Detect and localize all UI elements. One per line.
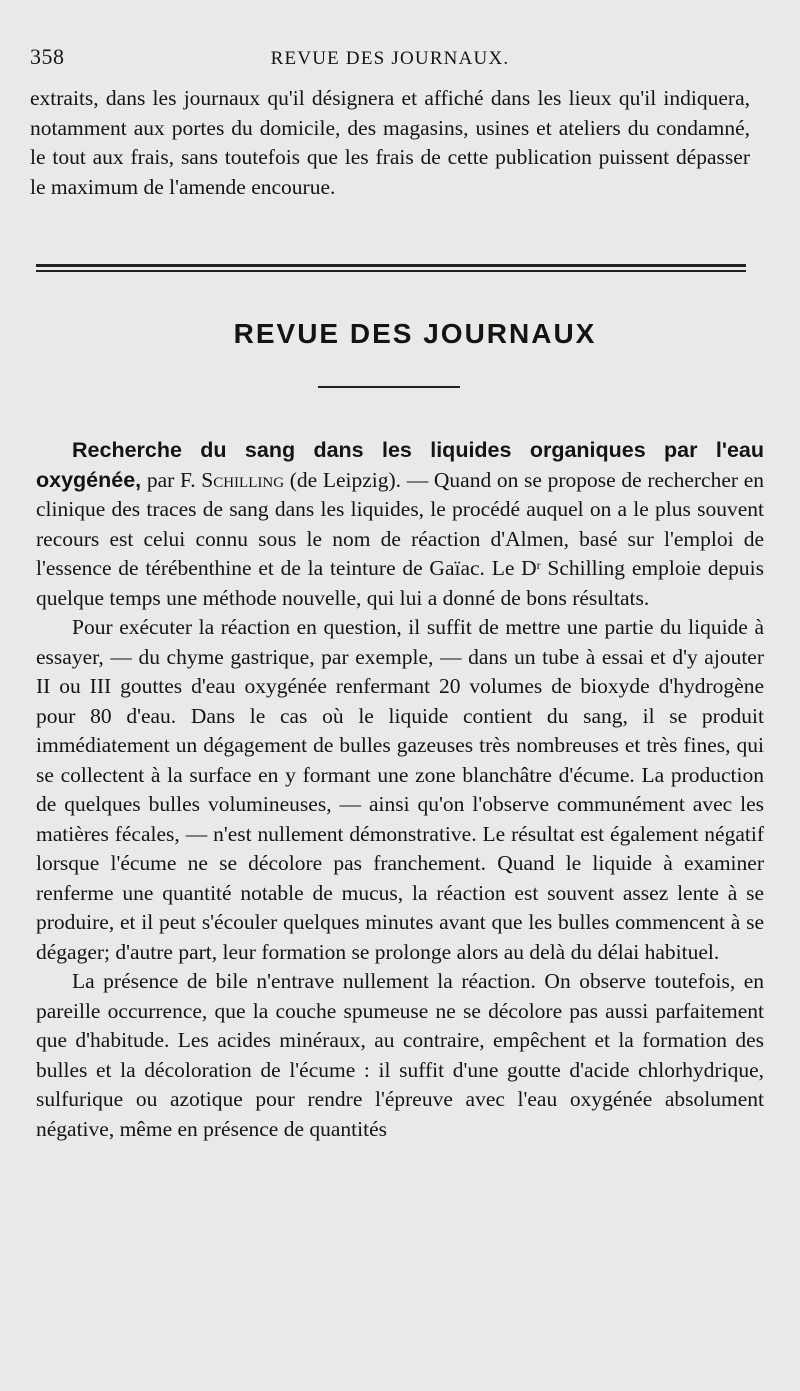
short-rule-divider [318, 386, 460, 388]
article-intro: (de Leipzig). — Quand on se propose de rechercher en clinique des traces de sang dans les liquides, le procédé auquel on a le plus souvent recours est celui connu sous le nom de réaction d'Almen, basé sur l'emploi de l'essence de térébenthine et de la teinture de Gaïac. Le D [36, 467, 764, 580]
article-paragraph-3: La présence de bile n'entrave nullement la réaction. On observe toutefois, en pareille occurrence, que la couche spumeuse ne se décolore pas aussi parfaitement que d'habitude. Les acides minéraux, au contraire, empêchent et la formation des bulles et la décoloration de l'écume : il suffit d'une goutte d'acide chlorhydrique, sulfurique ou azotique pour rendre l'épreuve avec l'eau oxygénée absolument négative, même en présence de quantités [36, 969, 764, 1141]
running-title: REVUE DES JOURNAUX. [270, 48, 510, 69]
article-byline-prefix: par F. [141, 467, 202, 492]
section-title: REVUE DES JOURNAUX [233, 318, 597, 349]
running-header [30, 40, 750, 74]
double-rule-divider [36, 264, 746, 272]
page-number: 358 [30, 44, 65, 69]
article-author: Schilling [201, 467, 285, 492]
article-body [36, 436, 764, 1144]
article-paragraph-2: Pour exécuter la réaction en question, il suffit de mettre une partie du liquide à essayer, — du chyme gastrique, par exemple, — dans un tube à essai et d'y ajouter II ou III gouttes d'eau oxygénée renfermant 20 volumes de bioxyde d'hydrogène pour 80 d'eau. Dans le cas où le liquide contient du sang, il se produit immédiatement un dégagement de bulles gazeuses très nombreuses et très fines, qui se collectent à la surface en y formant une zone blanchâtre d'écume. La production de quelques bulles volumineuses, — ainsi qu'on l'observe communément avec les matières fécales, — n'est nullement démonstrative. Le résultat est également négatif lorsque l'écume ne se décolore pas franchement. Quand le liquide à examiner renferme une quantité notable de mucus, la réaction est souvent assez lente à se produire, et il peut s'écouler quelques minutes avant que les bulles commencent à se dégager; d'autre part, leur formation se prolonge alors au delà du délai habituel. [36, 615, 764, 964]
doctor-abbrev-superscript: r [536, 558, 541, 572]
article-first-paragraph [36, 436, 764, 613]
article-intro-end: Schilling emploie depuis quelque temps une méthode nouvelle, qui lui a donné de bons résultats. [36, 556, 764, 610]
continued-paragraph [30, 84, 750, 202]
article-title: Recherche du sang dans les liquides organiques par l'eau oxygénée, [36, 438, 764, 492]
continued-paragraph-text: extraits, dans les journaux qu'il désignera et affiché dans les lieux qu'il indiquera, notamment aux portes du domicile, des magasins, usines et ateliers du condamné, le tout aux frais, sans toutefois que les frais de cette publication puissent dépasser le maximum de l'amende encourue. [30, 86, 750, 199]
